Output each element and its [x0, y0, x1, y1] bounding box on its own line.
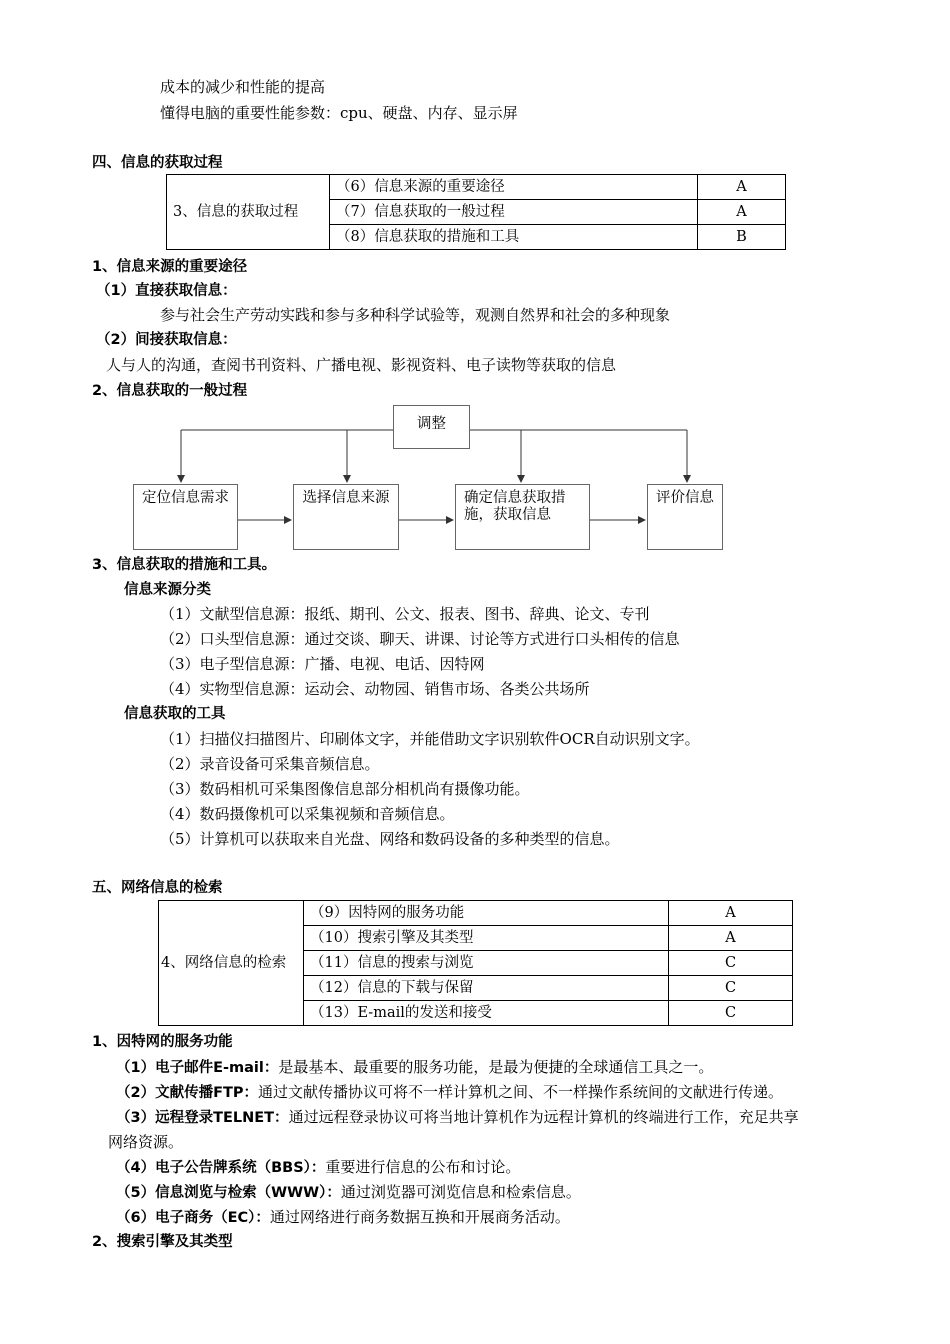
list-item: （2）录音设备可采集音频信息。 — [160, 755, 380, 773]
table-group-cell: 3、信息的获取过程 — [167, 175, 330, 250]
list-item: （2）口头型信息源：通过交谈、聊天、讲课、讨论等方式进行口头相传的信息 — [160, 630, 680, 648]
service-line — [116, 1208, 570, 1227]
heading: 2、信息获取的一般过程 — [92, 383, 248, 399]
service-text: 通过远程登录协议可将当地计算机作为远程计算机的终端进行工作，充足共享 — [288, 1108, 799, 1126]
table-grade-cell: C — [669, 951, 793, 976]
heading: 1、因特网的服务功能 — [92, 1034, 233, 1050]
table-item-cell: （8）信息获取的措施和工具 — [330, 225, 698, 250]
table-grade-cell: B — [698, 225, 786, 250]
heading: 3、信息获取的措施和工具。 — [92, 557, 277, 573]
list-item: （1）扫描仪扫描图片、印刷体文字，并能借助文字识别软件OCR自动识别文字。 — [160, 730, 700, 748]
flow-box-adjust: 调整 — [393, 405, 470, 449]
syllabus-table — [158, 900, 793, 1026]
list-item: （3）数码相机可采集图像信息部分相机尚有摄像功能。 — [160, 780, 530, 798]
table-grade-cell: A — [698, 175, 786, 200]
subheading: （1）直接获取信息： — [96, 283, 237, 299]
service-line — [116, 1083, 783, 1102]
table-item-cell: （7）信息获取的一般过程 — [330, 200, 698, 225]
table-grade-cell: A — [669, 901, 793, 926]
heading: 2、搜索引擎及其类型 — [92, 1234, 233, 1250]
service-line — [116, 1183, 581, 1202]
flow-box-step2: 选择信息来源 — [293, 484, 399, 550]
section-title: 四、信息的获取过程 — [92, 155, 223, 171]
service-label: （1）电子邮件E-mail： — [116, 1060, 279, 1076]
table-group-cell: 4、网络信息的检索 — [159, 901, 304, 1026]
table-item-cell: （6）信息来源的重要途径 — [330, 175, 698, 200]
flow-box-step4: 评价信息 — [647, 484, 723, 550]
list-item: （4）数码摄像机可以采集视频和音频信息。 — [160, 805, 455, 823]
table-grade-cell: A — [669, 926, 793, 951]
service-text-continued: 网络资源。 — [108, 1133, 184, 1151]
service-text: 是最基本、最重要的服务功能，是最为便捷的全球通信工具之一。 — [278, 1058, 714, 1076]
table-grade-cell: C — [669, 976, 793, 1001]
paragraph: 参与社会生产劳动实践和参与多种科学试验等，观测自然界和社会的多种现象 — [160, 306, 671, 324]
list-item: （4）实物型信息源：运动会、动物园、销售市场、各类公共场所 — [160, 680, 590, 698]
service-line — [116, 1108, 799, 1127]
table-item-cell: （10）搜索引擎及其类型 — [304, 926, 669, 951]
table-grade-cell: C — [669, 1001, 793, 1026]
heading: 1、信息来源的重要途径 — [92, 259, 248, 275]
subheading: 信息获取的工具 — [124, 706, 226, 722]
table-item-cell: （12）信息的下载与保留 — [304, 976, 669, 1001]
list-item: （1）文献型信息源：报纸、期刊、公文、报表、图书、辞典、论文、专刊 — [160, 605, 650, 623]
service-text: 通过网络进行商务数据互换和开展商务活动。 — [269, 1208, 570, 1226]
intro-line: 懂得电脑的重要性能参数：cpu、硬盘、内存、显示屏 — [160, 104, 518, 122]
section-title: 五、网络信息的检索 — [92, 880, 223, 896]
service-label: （4）电子公告牌系统（BBS）： — [116, 1160, 326, 1176]
flow-box-step3: 确定信息获取措施，获取信息 — [455, 484, 590, 550]
table-grade-cell: A — [698, 200, 786, 225]
service-text: 重要进行信息的公布和讨论。 — [325, 1158, 521, 1176]
list-item: （5）计算机可以获取来自光盘、网络和数码设备的多种类型的信息。 — [160, 830, 620, 848]
service-text: 通过文献传播协议可将不一样计算机之间、不一样操作系统间的文献进行传递。 — [258, 1083, 784, 1101]
service-label: （3）远程登录TELNET： — [116, 1110, 289, 1126]
service-label: （5）信息浏览与检索（WWW）： — [116, 1185, 341, 1201]
service-text: 通过浏览器可浏览信息和检索信息。 — [340, 1183, 581, 1201]
service-line — [116, 1158, 520, 1177]
service-line — [116, 1058, 713, 1077]
subheading: （2）间接获取信息： — [96, 332, 237, 348]
table-item-cell: （9）因特网的服务功能 — [304, 901, 669, 926]
list-item: （3）电子型信息源：广播、电视、电话、因特网 — [160, 655, 485, 673]
paragraph: 人与人的沟通，查阅书刊资料、广播电视、影视资料、电子读物等获取的信息 — [106, 356, 617, 374]
service-label: （2）文献传播FTP： — [116, 1085, 259, 1101]
subheading: 信息来源分类 — [124, 582, 211, 598]
service-label: （6）电子商务（EC）： — [116, 1210, 270, 1226]
intro-line: 成本的减少和性能的提高 — [160, 78, 326, 96]
table-item-cell: （11）信息的搜索与浏览 — [304, 951, 669, 976]
flow-box-step1: 定位信息需求 — [133, 484, 238, 550]
table-item-cell: （13）E-mail的发送和接受 — [304, 1001, 669, 1026]
